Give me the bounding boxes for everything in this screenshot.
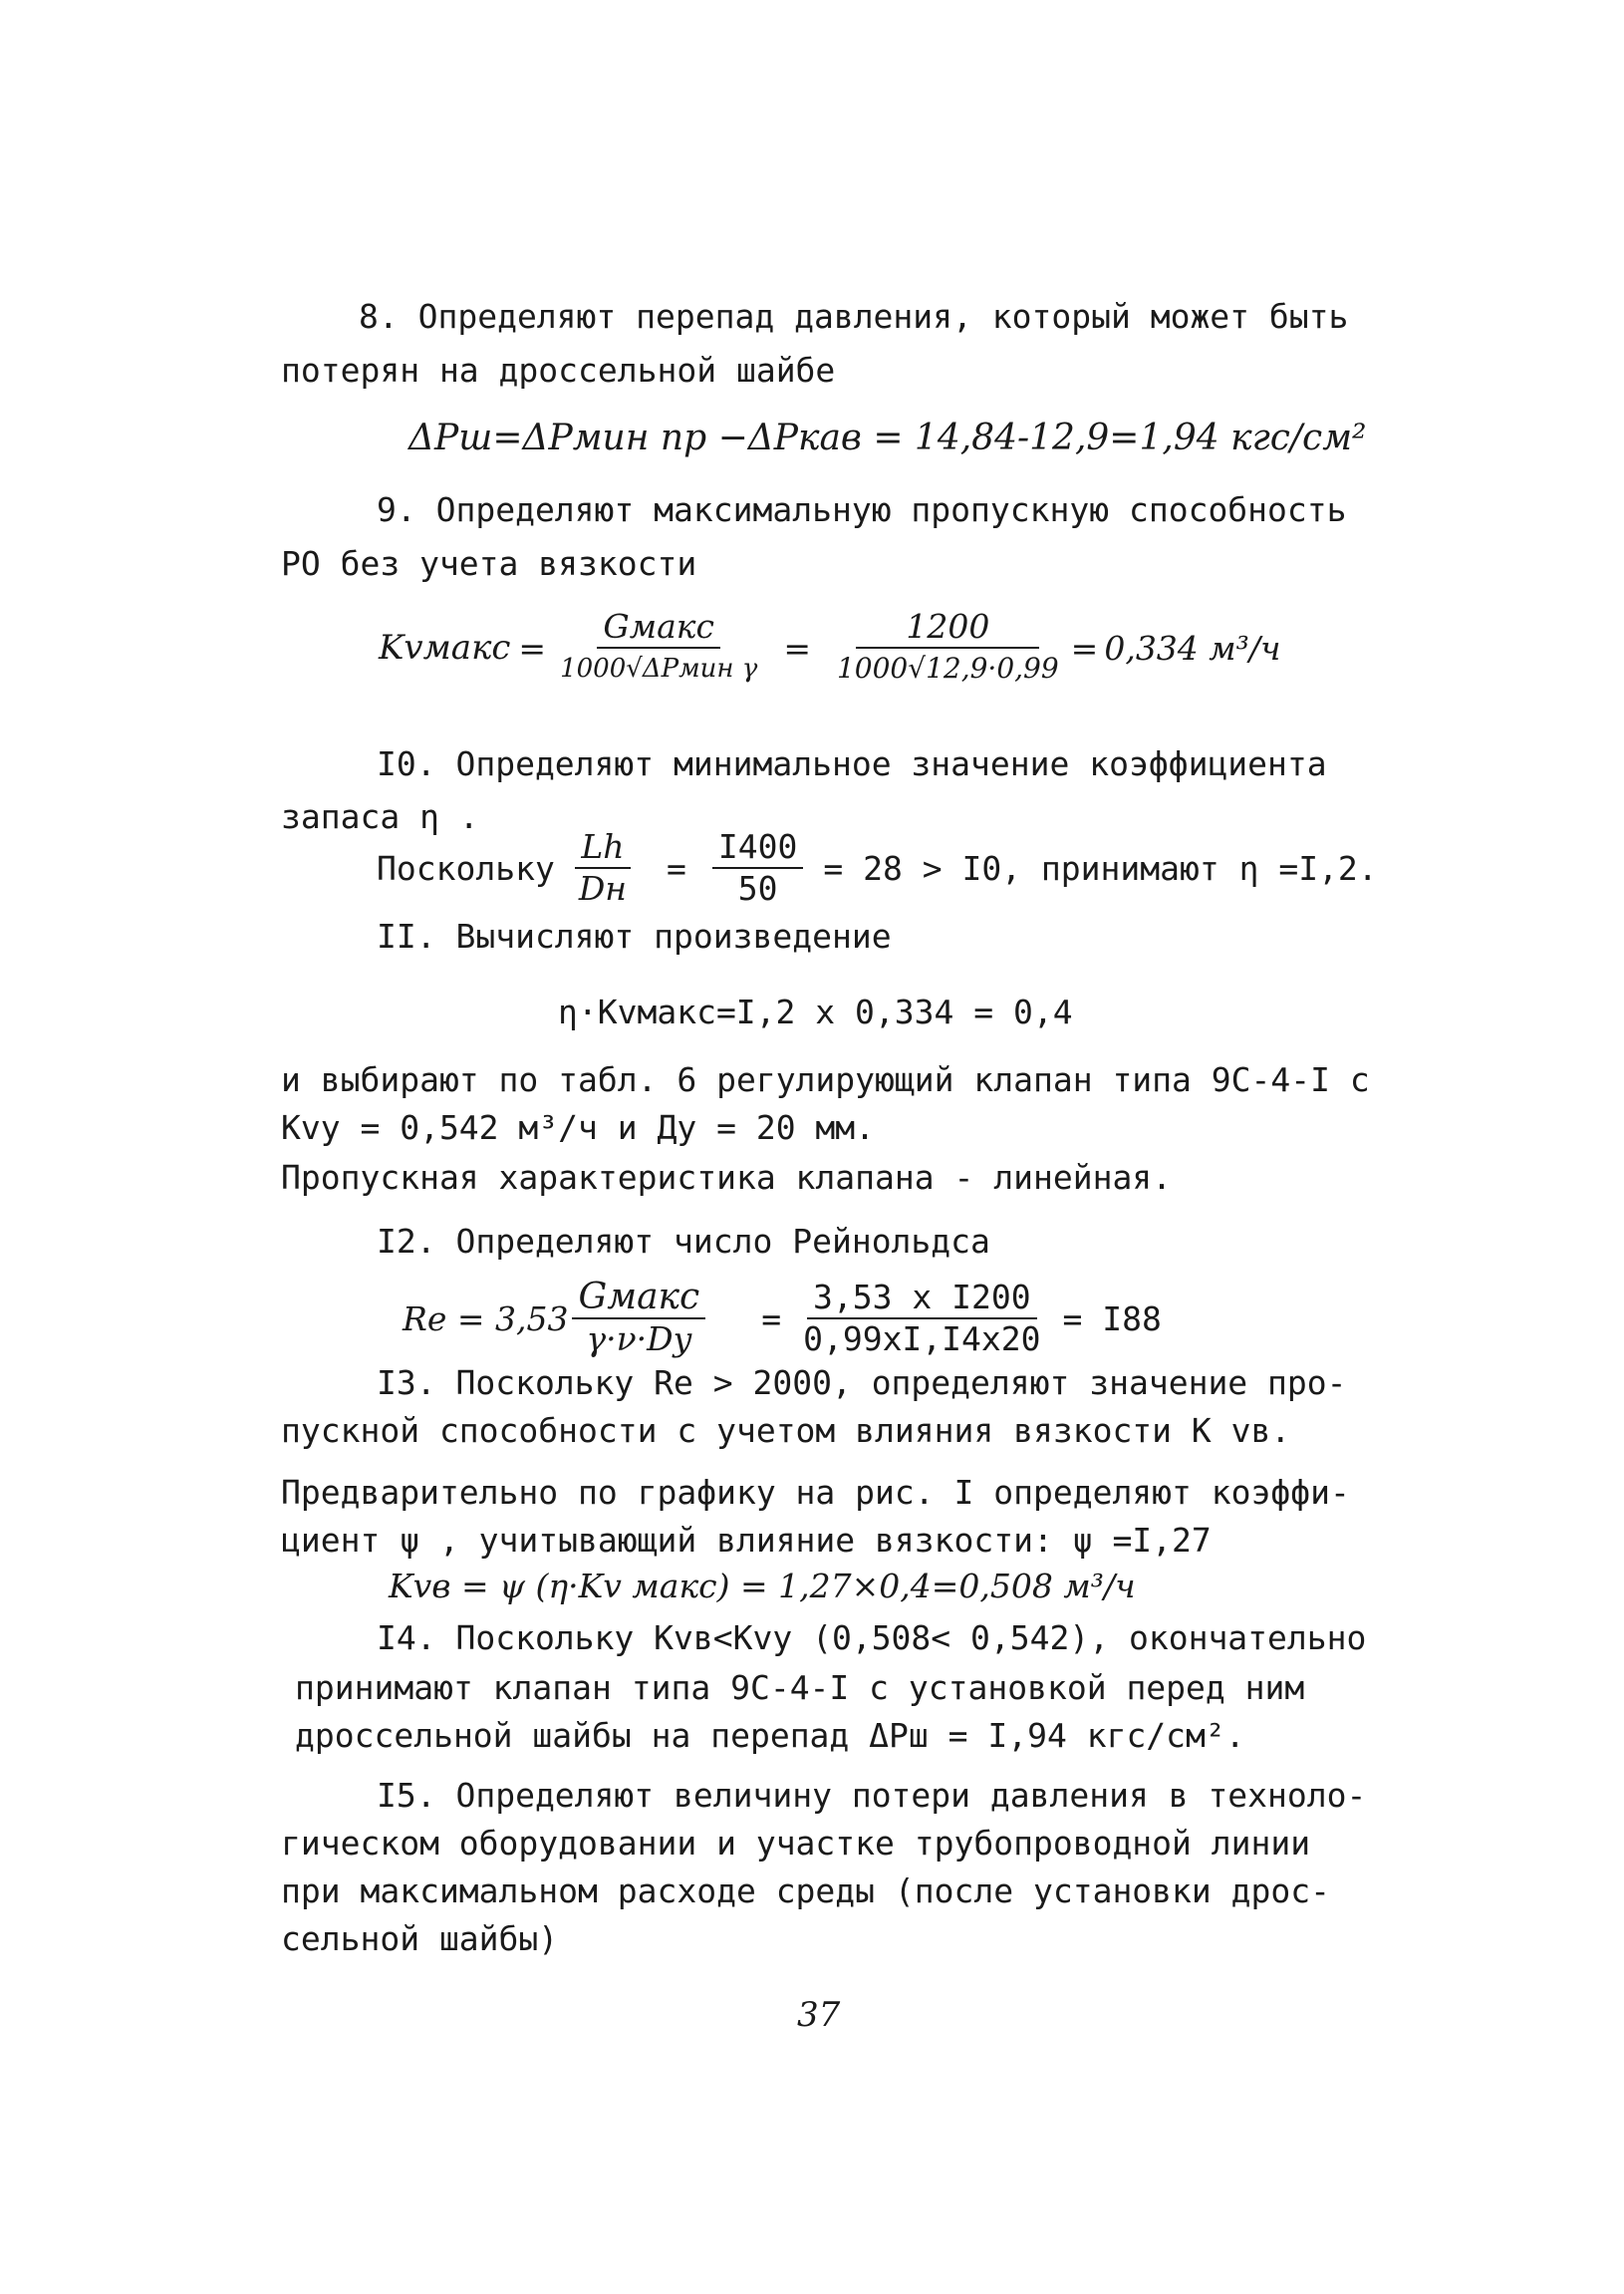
- s10-frac2-num: I400: [712, 827, 803, 869]
- s9-lhs: Kvмакс: [379, 628, 511, 668]
- s10-line2: запаса η .: [281, 797, 479, 836]
- s14-line2: принимают клапан типа 9С-4-I с установкой перед ним: [295, 1668, 1305, 1707]
- s15-line4: сельной шайбы): [281, 1919, 559, 1958]
- s10-line3: Поскольку $\frac{Lh}{Dн}$ = $\frac{I400}{50}$ = 28 > I0, принимают η =I,2.: [377, 827, 1378, 908]
- s12-line1: I2. Определяют число Рейнольдса: [377, 1222, 990, 1261]
- s11-formula: η·Kvмакс=I,2 x 0,334 = 0,4: [558, 993, 1073, 1031]
- page-number: 37: [797, 1995, 841, 2035]
- s12-frac1-num: Gмакс: [572, 1278, 705, 1319]
- s10-frac2-den: 50: [737, 869, 778, 908]
- s9-frac1-num: Gмакс: [597, 607, 720, 649]
- s8-formula: ΔPш=ΔPмин пр −ΔPкав = 14,84-12,9=1,94 кгс/см²: [408, 418, 1367, 458]
- s10-frac2: [712, 827, 803, 909]
- s13-formula: Kvв = ψ (η·Kv макс) = 1,27×0,4=0,508 м³/ч: [389, 1567, 1136, 1605]
- s12-formula: Re = 3,53 $\frac{\text{Gмакс}}{\gamma\cdot\nu\cdot Dy}$ = $\frac{\text{3,53 x I200}}{0,99xI,I4x20}$ = I88: [403, 1277, 1162, 1358]
- s10-frac1-den: Dн: [578, 869, 628, 908]
- s10-line3-b: = 28 > I0, принимают η =I,2.: [823, 848, 1378, 888]
- s10-line1: I0. Определяют минимальное значение коэффициента: [377, 744, 1327, 783]
- s14-line1: I4. Поскольку Kvв<Kvy (0,508< 0,542), окончательно: [377, 1618, 1367, 1657]
- s12-frac2: [797, 1278, 1046, 1359]
- s10-frac1: [573, 827, 633, 909]
- s12-frac2-den: 0,99xI,I4x20: [803, 1319, 1041, 1358]
- s15-line3: при максимальном расходе среды (после установки дрос-: [281, 1871, 1330, 1910]
- s11-line1: II. Вычисляют произведение: [377, 917, 892, 956]
- s9-line1: 9. Определяют максимальную пропускную способность: [377, 490, 1347, 529]
- s9-frac2: [831, 607, 1065, 689]
- s13-line1: I3. Поскольку Re > 2000, определяют значение про-: [377, 1363, 1347, 1402]
- s9-formula: Kvмакс = $\frac{\text{Gмакс}}{\text{1000√ΔPмин γ}}$ = $\frac{1200}{1000√12,9\cdot 0,99}$ = 0,334 м³/ч: [379, 598, 1281, 698]
- s9-line2: РО без учета вязкости: [281, 544, 697, 583]
- s15-line2: гическом оборудовании и участке трубопроводной линии: [281, 1824, 1311, 1863]
- s11-line3: Kvy = 0,542 м³/ч и Ду = 20 мм.: [281, 1108, 876, 1147]
- s9-frac2-num: 1200: [856, 607, 1039, 649]
- s9-frac1-den: 1000√ΔPмин γ: [560, 654, 758, 684]
- s9-frac1: [554, 607, 763, 689]
- s8-line2: потерян на дроссельной шайбе: [281, 351, 836, 390]
- s8-line1: 8. Определяют перепад давления, который может быть: [359, 297, 1349, 336]
- s9-frac2-den: 1000√12,9·0,99: [836, 652, 1059, 685]
- s10-frac1-num: Lh: [575, 827, 630, 869]
- s12-result: = I88: [1062, 1298, 1162, 1338]
- s12-frac1-den: γ·ν·Dy: [586, 1319, 692, 1358]
- s13-line3: Предварительно по графику на рис. I определяют коэффи-: [281, 1473, 1350, 1512]
- s14-line3: дроссельной шайбы на перепад ΔPш = I,94 кгс/см².: [295, 1716, 1245, 1755]
- s15-line1: I5. Определяют величину потери давления в техноло-: [377, 1776, 1367, 1815]
- s13-line2: пускной способности с учетом влияния вязкости K vв.: [281, 1411, 1291, 1450]
- s13-line4: циент ψ , учитывающий влияние вязкости: ψ =I,27: [281, 1521, 1212, 1560]
- s12-frac2-num: 3,53 x I200: [807, 1278, 1037, 1319]
- s12-frac1: [572, 1278, 705, 1359]
- s10-line3-a: Поскольку: [377, 848, 555, 888]
- s11-line2: и выбирают по табл. 6 регулирующий клапан типа 9С-4-I с: [281, 1060, 1370, 1099]
- s9-result: 0,334 м³/ч: [1104, 628, 1281, 668]
- s12-lhs: Re = 3,53: [403, 1298, 569, 1338]
- s11-line4: Пропускная характеристика клапана - линейная.: [281, 1158, 1173, 1197]
